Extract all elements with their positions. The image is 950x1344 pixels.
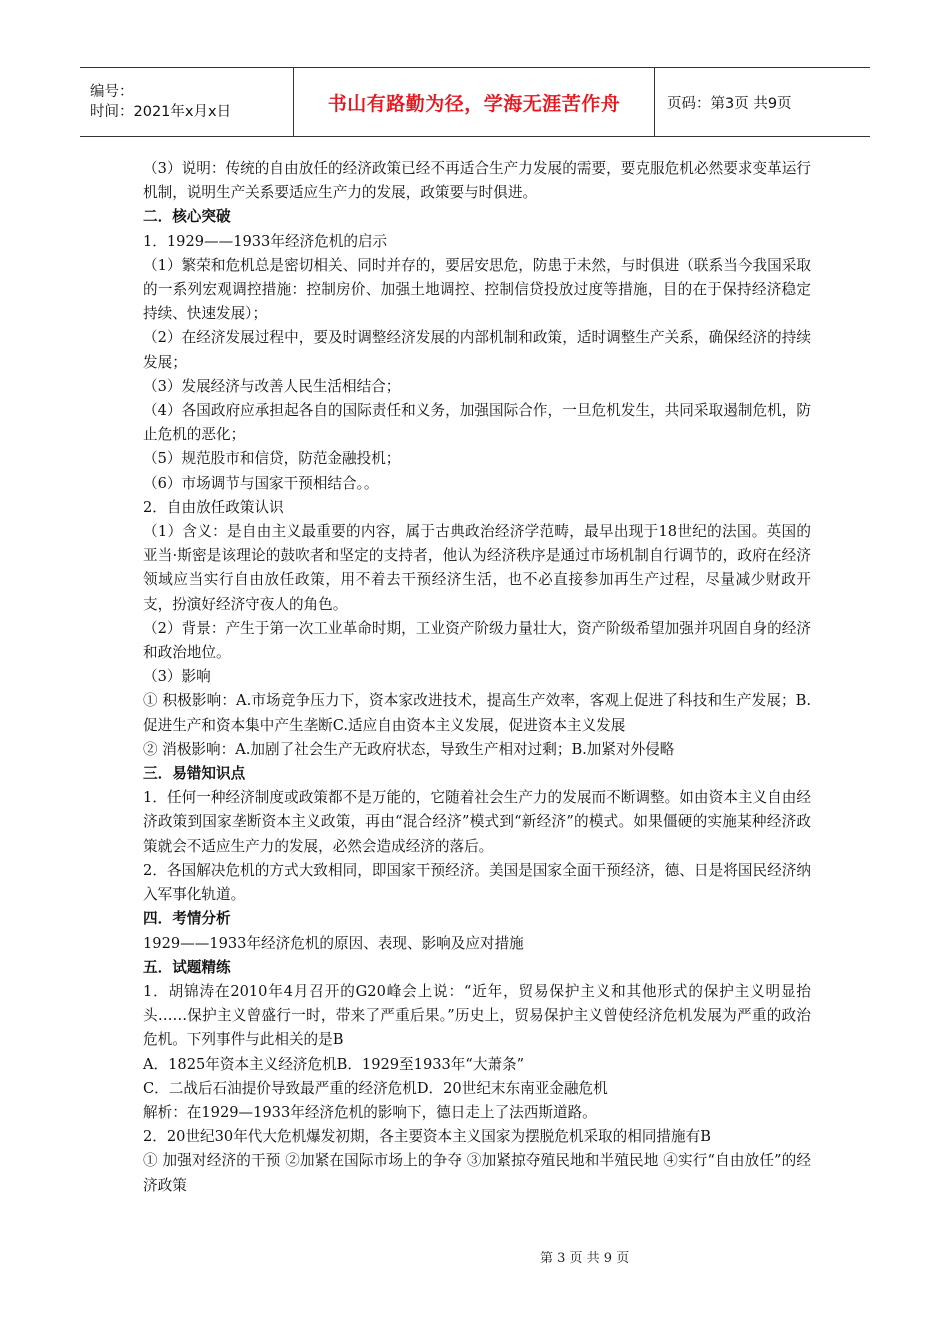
section-heading: 五．试题精练	[143, 958, 231, 976]
document-date-label: 时间：2021年x月x日	[90, 104, 232, 120]
paragraph: 1929——1933年经济危机的原因、表现、影响及应对措施	[143, 934, 524, 952]
answer-option: ① 加强对经济的干预 ②加紧在国际市场上的争夺 ③加紧掠夺殖民地和半殖民地 ④实行“自由放任”的经济政策	[143, 1152, 811, 1194]
paragraph: （3）发展经济与改善人民生活相结合；	[143, 377, 401, 395]
header-motto-cell	[294, 68, 655, 136]
header-page-cell	[655, 68, 870, 136]
page-footer: 第 3 页 共 9 页	[540, 1251, 630, 1266]
answer-option: C．二战后石油提价导致最严重的经济危机D．20世纪末东南亚金融危机	[143, 1079, 608, 1097]
paragraph: 1．任何一种经济制度或政策都不是万能的，它随着社会生产力的发展而不断调整。如由资本主义自由经济政策到国家垄断资本主义政策，再由“混合经济”模式到“新经济”的模式。如果僵硬的实施某种经济政策就会不适应生产力的发展，必然会造成经济的落后。	[143, 789, 811, 855]
header-meta	[80, 68, 294, 136]
paragraph: （5）规范股市和信贷，防范金融投机；	[143, 450, 401, 468]
header-page-number: 页码：第3页 共9页	[667, 95, 792, 112]
paragraph: （2）在经济发展过程中，要及时调整经济发展的内部机制和政策，适时调整生产关系，确保经济的持续发展；	[143, 329, 811, 371]
paragraph: ① 积极影响：A.市场竞争压力下，资本家改进技术，提高生产效率，客观上促进了科技和生产发展；B.促进生产和资本集中产生垄断C.适应自由资本主义发展，促进资本主义发展	[143, 692, 811, 734]
question-text: 2．20世纪30年代大危机爆发初期，各主要资本主义国家为摆脱危机采取的相同措施有B	[143, 1128, 711, 1146]
section-heading: 三．易错知识点	[143, 765, 246, 783]
paragraph: （2）背景：产生于第一次工业革命时期，工业资产阶级力量壮大，资产阶级希望加强并巩固自身的经济和政治地位。	[143, 619, 811, 662]
paragraph: 2．各国解决危机的方式大致相同，即国家干预经济。美国是国家全面干预经济，德、日是将国民经济纳入军事化轨道。	[143, 861, 811, 904]
header-motto: 书山有路勤为径，学海无涯苦作舟	[327, 92, 621, 115]
answer-option: A．1825年资本主义经济危机B．1929至1933年“大萧条”	[143, 1055, 525, 1073]
explanation: 解析：在1929—1933年经济危机的影响下，德日走上了法西斯道路。	[143, 1103, 597, 1121]
page-header	[80, 67, 870, 137]
subheading: 1．1929——1933年经济危机的启示	[143, 232, 388, 250]
paragraph: ② 消极影响：A.加剧了社会生产无政府状态，导致生产相对过剩；B.加紧对外侵略	[143, 740, 675, 758]
paragraph: （6）市场调节与国家干预相结合。。	[143, 474, 379, 492]
subheading: 2．自由放任政策认识	[143, 498, 284, 516]
paragraph: （1）繁荣和危机总是密切相关、同时并存的，要居安思危，防患于未然，与时俱进（联系当今我国采取的一系列宏观调控措施：控制房价、加强土地调控、控制信贷投放过度等措施，目的在于保持经济稳定持续、快速发展）；	[143, 256, 811, 323]
paragraph: （4）各国政府应承担起各自的国际责任和义务，加强国际合作，一旦危机发生，共同采取遏制危机，防止危机的恶化；	[143, 402, 811, 444]
section-heading: 二．核心突破	[143, 208, 231, 226]
section-heading: 四．考情分析	[143, 910, 231, 928]
question-text: 1．胡锦涛在2010年4月召开的G20峰会上说：“近年，贸易保护主义和其他形式的保护主义明显抬头……保护主义曾盛行一时，带来了严重后果。”历史上，贸易保护主义曾使经济危机发展为严重的政治危机。下列事件与此相关的是B	[143, 982, 811, 1049]
paragraph: （1）含义：是自由主义最重要的内容，属于古典政治经济学范畴，最早出现于18世纪的法国。英国的亚当·斯密是该理论的鼓吹者和坚定的支持者，他认为经济秩序是通过市场机制自行调节的，政府在经济领域应当实行自由放任政策，用不着去干预经济生活，也不必直接参加再生产过程，尽量减少财政开支，扮演好经济守夜人的角色。	[143, 523, 811, 613]
paragraph: （3）说明：传统的自由放任的经济政策已经不再适合生产力发展的需要，要克服危机必然要求变革运行机制，说明生产关系要适应生产力的发展，政策要与时俱进。	[143, 160, 811, 202]
paragraph: （3）影响	[143, 668, 211, 686]
document-body	[143, 157, 811, 1198]
document-number-label: 编号：	[90, 84, 134, 100]
